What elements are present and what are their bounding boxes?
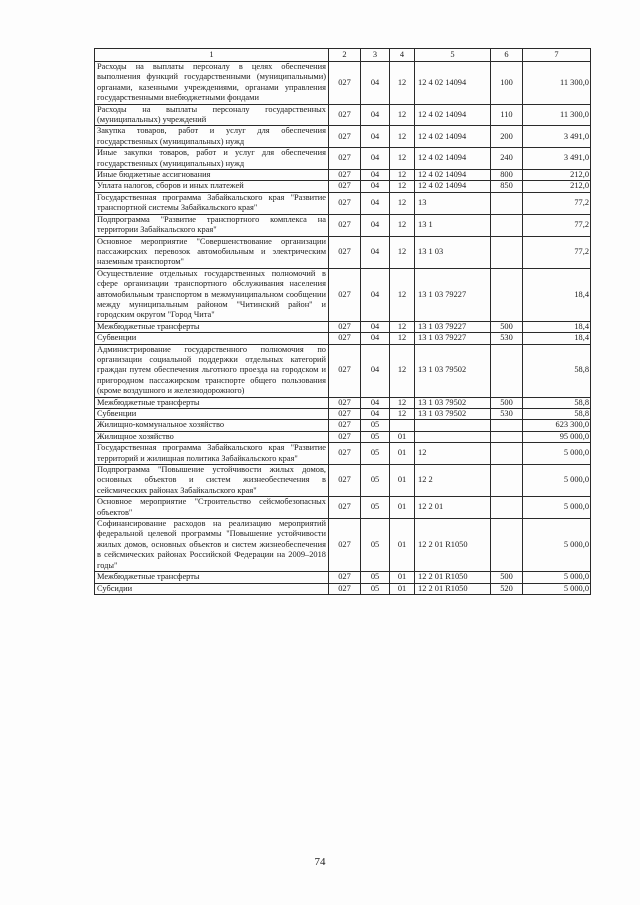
expense-type-cell: 500 (491, 397, 523, 408)
amount-cell: 5 000,0 (523, 519, 591, 572)
target-article-cell: 12 2 01 (415, 497, 491, 519)
expense-type-cell (491, 236, 523, 268)
table-row (95, 321, 591, 332)
code-cell: 027 (329, 192, 361, 214)
section-cell: 05 (361, 572, 390, 583)
expense-type-cell: 850 (491, 181, 523, 192)
amount-cell: 212,0 (523, 170, 591, 181)
amount-cell: 5 000,0 (523, 572, 591, 583)
row-name-cell: Межбюджетные трансферты (95, 572, 329, 583)
subsection-cell: 12 (390, 321, 415, 332)
row-name-cell: Софинансирование расходов на реализацию мероприятий федеральной целевой программы "Повышение устойчивости жилых домов, основных объектов и систем жизнеобеспечения в сейсмических районах Российской Федерации на 2009–2018 годы" (95, 519, 329, 572)
row-name-cell: Иные закупки товаров, работ и услуг для обеспечения государственных (муниципальных) нужд (95, 148, 329, 170)
section-cell: 05 (361, 497, 390, 519)
expense-type-cell (491, 192, 523, 214)
subsection-cell: 12 (390, 333, 415, 344)
target-article-cell: 12 2 01 R1050 (415, 519, 491, 572)
subsection-cell: 12 (390, 214, 415, 236)
target-article-cell: 13 1 03 79227 (415, 333, 491, 344)
code-cell: 027 (329, 497, 361, 519)
target-article-cell: 13 1 03 79502 (415, 397, 491, 408)
row-name-cell: Субвенции (95, 409, 329, 420)
table-row (95, 519, 591, 572)
amount-cell: 18,4 (523, 333, 591, 344)
amount-cell: 77,2 (523, 214, 591, 236)
code-cell: 027 (329, 321, 361, 332)
code-cell: 027 (329, 572, 361, 583)
expense-type-cell (491, 214, 523, 236)
section-cell: 04 (361, 333, 390, 344)
subsection-cell: 01 (390, 497, 415, 519)
row-name-cell: Основное мероприятие "Строительство сейсмобезопасных объектов" (95, 497, 329, 519)
subsection-cell: 01 (390, 465, 415, 497)
expense-type-cell: 530 (491, 409, 523, 420)
row-name-cell: Подпрограмма "Развитие транспортного комплекса на территории Забайкальского края" (95, 214, 329, 236)
table-row (95, 192, 591, 214)
table-row (95, 397, 591, 408)
code-cell: 027 (329, 465, 361, 497)
row-name-cell: Государственная программа Забайкальского края "Развитие транспортной системы Забайкальского края" (95, 192, 329, 214)
expense-type-cell (491, 344, 523, 397)
section-cell: 04 (361, 409, 390, 420)
row-name-cell: Расходы на выплаты персоналу государственных (муниципальных) учреждений (95, 104, 329, 126)
subsection-cell: 01 (390, 583, 415, 594)
expense-type-cell: 530 (491, 333, 523, 344)
expense-type-cell (491, 443, 523, 465)
target-article-cell: 13 1 03 79227 (415, 321, 491, 332)
section-cell: 04 (361, 344, 390, 397)
row-name-cell: Иные бюджетные ассигнования (95, 170, 329, 181)
amount-cell: 11 300,0 (523, 62, 591, 105)
section-cell: 05 (361, 431, 390, 442)
target-article-cell: 13 1 03 79502 (415, 344, 491, 397)
amount-cell: 18,4 (523, 268, 591, 321)
subsection-cell: 01 (390, 443, 415, 465)
row-name-cell: Субсидии (95, 583, 329, 594)
target-article-cell: 12 (415, 443, 491, 465)
section-cell: 04 (361, 62, 390, 105)
table-row (95, 583, 591, 594)
amount-cell: 11 300,0 (523, 104, 591, 126)
code-cell: 027 (329, 104, 361, 126)
subsection-cell: 01 (390, 572, 415, 583)
target-article-cell: 13 1 03 (415, 236, 491, 268)
amount-cell: 5 000,0 (523, 465, 591, 497)
subsection-cell: 12 (390, 192, 415, 214)
table-row (95, 170, 591, 181)
section-cell: 05 (361, 519, 390, 572)
amount-cell: 58,8 (523, 344, 591, 397)
section-cell: 04 (361, 170, 390, 181)
subsection-cell: 12 (390, 344, 415, 397)
amount-cell: 212,0 (523, 181, 591, 192)
expense-type-cell: 100 (491, 62, 523, 105)
section-cell: 04 (361, 397, 390, 408)
amount-cell: 3 491,0 (523, 126, 591, 148)
table-row (95, 333, 591, 344)
subsection-cell: 12 (390, 126, 415, 148)
section-cell: 04 (361, 126, 390, 148)
target-article-cell (415, 431, 491, 442)
code-cell: 027 (329, 62, 361, 105)
table-row (95, 572, 591, 583)
target-article-cell: 12 2 01 R1050 (415, 572, 491, 583)
subsection-cell: 12 (390, 170, 415, 181)
section-cell: 04 (361, 181, 390, 192)
target-article-cell: 12 2 (415, 465, 491, 497)
row-name-cell: Межбюджетные трансферты (95, 397, 329, 408)
section-cell: 04 (361, 192, 390, 214)
code-cell: 027 (329, 443, 361, 465)
section-cell: 04 (361, 321, 390, 332)
table-row (95, 443, 591, 465)
amount-cell: 18,4 (523, 321, 591, 332)
expense-type-cell (491, 497, 523, 519)
expense-type-cell (491, 465, 523, 497)
code-cell: 027 (329, 170, 361, 181)
row-name-cell: Закупка товаров, работ и услуг для обеспечения государственных (муниципальных) нужд (95, 126, 329, 148)
row-name-cell: Жилищно-коммунальное хозяйство (95, 420, 329, 431)
target-article-cell: 13 1 03 79227 (415, 268, 491, 321)
amount-cell: 5 000,0 (523, 583, 591, 594)
subsection-cell: 12 (390, 397, 415, 408)
expense-type-cell: 800 (491, 170, 523, 181)
code-cell: 027 (329, 397, 361, 408)
budget-table (94, 48, 591, 595)
code-cell: 027 (329, 268, 361, 321)
target-article-cell: 12 4 02 14094 (415, 181, 491, 192)
row-name-cell: Подпрограмма "Повышение устойчивости жилых домов, основных объектов и систем жизнеобеспечения в сейсмических районах Забайкальского края" (95, 465, 329, 497)
row-name-cell: Основное мероприятие "Совершенствование организации пассажирских перевозок автомобильным и электрическим наземным транспортом" (95, 236, 329, 268)
expense-type-cell: 500 (491, 321, 523, 332)
column-header: 6 (491, 49, 523, 62)
column-header: 4 (390, 49, 415, 62)
table-row (95, 409, 591, 420)
table-header-row (95, 49, 591, 62)
row-name-cell: Жилищное хозяйство (95, 431, 329, 442)
row-name-cell: Государственная программа Забайкальского края "Развитие территорий и жилищная политика Забайкальского края" (95, 443, 329, 465)
table-row (95, 465, 591, 497)
code-cell: 027 (329, 420, 361, 431)
section-cell: 04 (361, 268, 390, 321)
section-cell: 04 (361, 214, 390, 236)
target-article-cell: 12 4 02 14094 (415, 170, 491, 181)
section-cell: 05 (361, 443, 390, 465)
row-name-cell: Расходы на выплаты персоналу в целях обеспечения выполнения функций государственными (муниципальными) органами, казенными учреждениями, органами управления государственными внебюджетными фондами (95, 62, 329, 105)
row-name-cell: Администрирование государственного полномочия по организации социальной поддержки отдельных категорий граждан путем обеспечения льготного проезда на городском и пригородном пассажирском транспорте общего пользования (кроме воздушного и железнодорожного) (95, 344, 329, 397)
amount-cell: 77,2 (523, 236, 591, 268)
subsection-cell: 01 (390, 519, 415, 572)
row-name-cell: Субвенции (95, 333, 329, 344)
expense-type-cell: 110 (491, 104, 523, 126)
code-cell: 027 (329, 148, 361, 170)
target-article-cell: 12 4 02 14094 (415, 148, 491, 170)
column-header: 5 (415, 49, 491, 62)
column-header: 7 (523, 49, 591, 62)
target-article-cell: 12 4 02 14094 (415, 62, 491, 105)
code-cell: 027 (329, 214, 361, 236)
amount-cell: 95 000,0 (523, 431, 591, 442)
expense-type-cell: 200 (491, 126, 523, 148)
table-row (95, 148, 591, 170)
subsection-cell: 12 (390, 148, 415, 170)
target-article-cell: 12 4 02 14094 (415, 126, 491, 148)
target-article-cell: 12 2 01 R1050 (415, 583, 491, 594)
expense-type-cell (491, 519, 523, 572)
subsection-cell: 12 (390, 409, 415, 420)
subsection-cell: 12 (390, 268, 415, 321)
table-row (95, 268, 591, 321)
target-article-cell: 12 4 02 14094 (415, 104, 491, 126)
target-article-cell: 13 1 (415, 214, 491, 236)
target-article-cell: 13 1 03 79502 (415, 409, 491, 420)
section-cell: 04 (361, 236, 390, 268)
amount-cell: 58,8 (523, 397, 591, 408)
amount-cell: 58,8 (523, 409, 591, 420)
table-row (95, 497, 591, 519)
expense-type-cell: 520 (491, 583, 523, 594)
section-cell: 05 (361, 465, 390, 497)
code-cell: 027 (329, 431, 361, 442)
column-header: 1 (95, 49, 329, 62)
section-cell: 05 (361, 420, 390, 431)
amount-cell: 77,2 (523, 192, 591, 214)
target-article-cell (415, 420, 491, 431)
subsection-cell: 12 (390, 104, 415, 126)
table-row (95, 236, 591, 268)
code-cell: 027 (329, 236, 361, 268)
table-row (95, 181, 591, 192)
amount-cell: 5 000,0 (523, 443, 591, 465)
subsection-cell (390, 420, 415, 431)
code-cell: 027 (329, 344, 361, 397)
amount-cell: 5 000,0 (523, 497, 591, 519)
subsection-cell: 01 (390, 431, 415, 442)
subsection-cell: 12 (390, 181, 415, 192)
expense-type-cell: 240 (491, 148, 523, 170)
code-cell: 027 (329, 409, 361, 420)
table-row (95, 62, 591, 105)
row-name-cell: Межбюджетные трансферты (95, 321, 329, 332)
code-cell: 027 (329, 181, 361, 192)
table-row (95, 214, 591, 236)
expense-type-cell: 500 (491, 572, 523, 583)
expense-type-cell (491, 268, 523, 321)
section-cell: 05 (361, 583, 390, 594)
expense-type-cell (491, 420, 523, 431)
table-row (95, 104, 591, 126)
subsection-cell: 12 (390, 236, 415, 268)
table-row (95, 420, 591, 431)
code-cell: 027 (329, 583, 361, 594)
page-number: 74 (314, 856, 326, 868)
amount-cell: 3 491,0 (523, 148, 591, 170)
table-row (95, 126, 591, 148)
amount-cell: 623 300,0 (523, 420, 591, 431)
column-header: 3 (361, 49, 390, 62)
table-row (95, 431, 591, 442)
section-cell: 04 (361, 148, 390, 170)
code-cell: 027 (329, 519, 361, 572)
target-article-cell: 13 (415, 192, 491, 214)
column-header: 2 (329, 49, 361, 62)
code-cell: 027 (329, 333, 361, 344)
expense-type-cell (491, 431, 523, 442)
row-name-cell: Осуществление отдельных государственных полномочий в сфере организации транспортного обслуживания населения автомобильным транспортом в межмуниципальном сообщении между муниципальным районом "Читинский район" и городским округом "Город Чита" (95, 268, 329, 321)
row-name-cell: Уплата налогов, сборов и иных платежей (95, 181, 329, 192)
subsection-cell: 12 (390, 62, 415, 105)
table-row (95, 344, 591, 397)
code-cell: 027 (329, 126, 361, 148)
section-cell: 04 (361, 104, 390, 126)
